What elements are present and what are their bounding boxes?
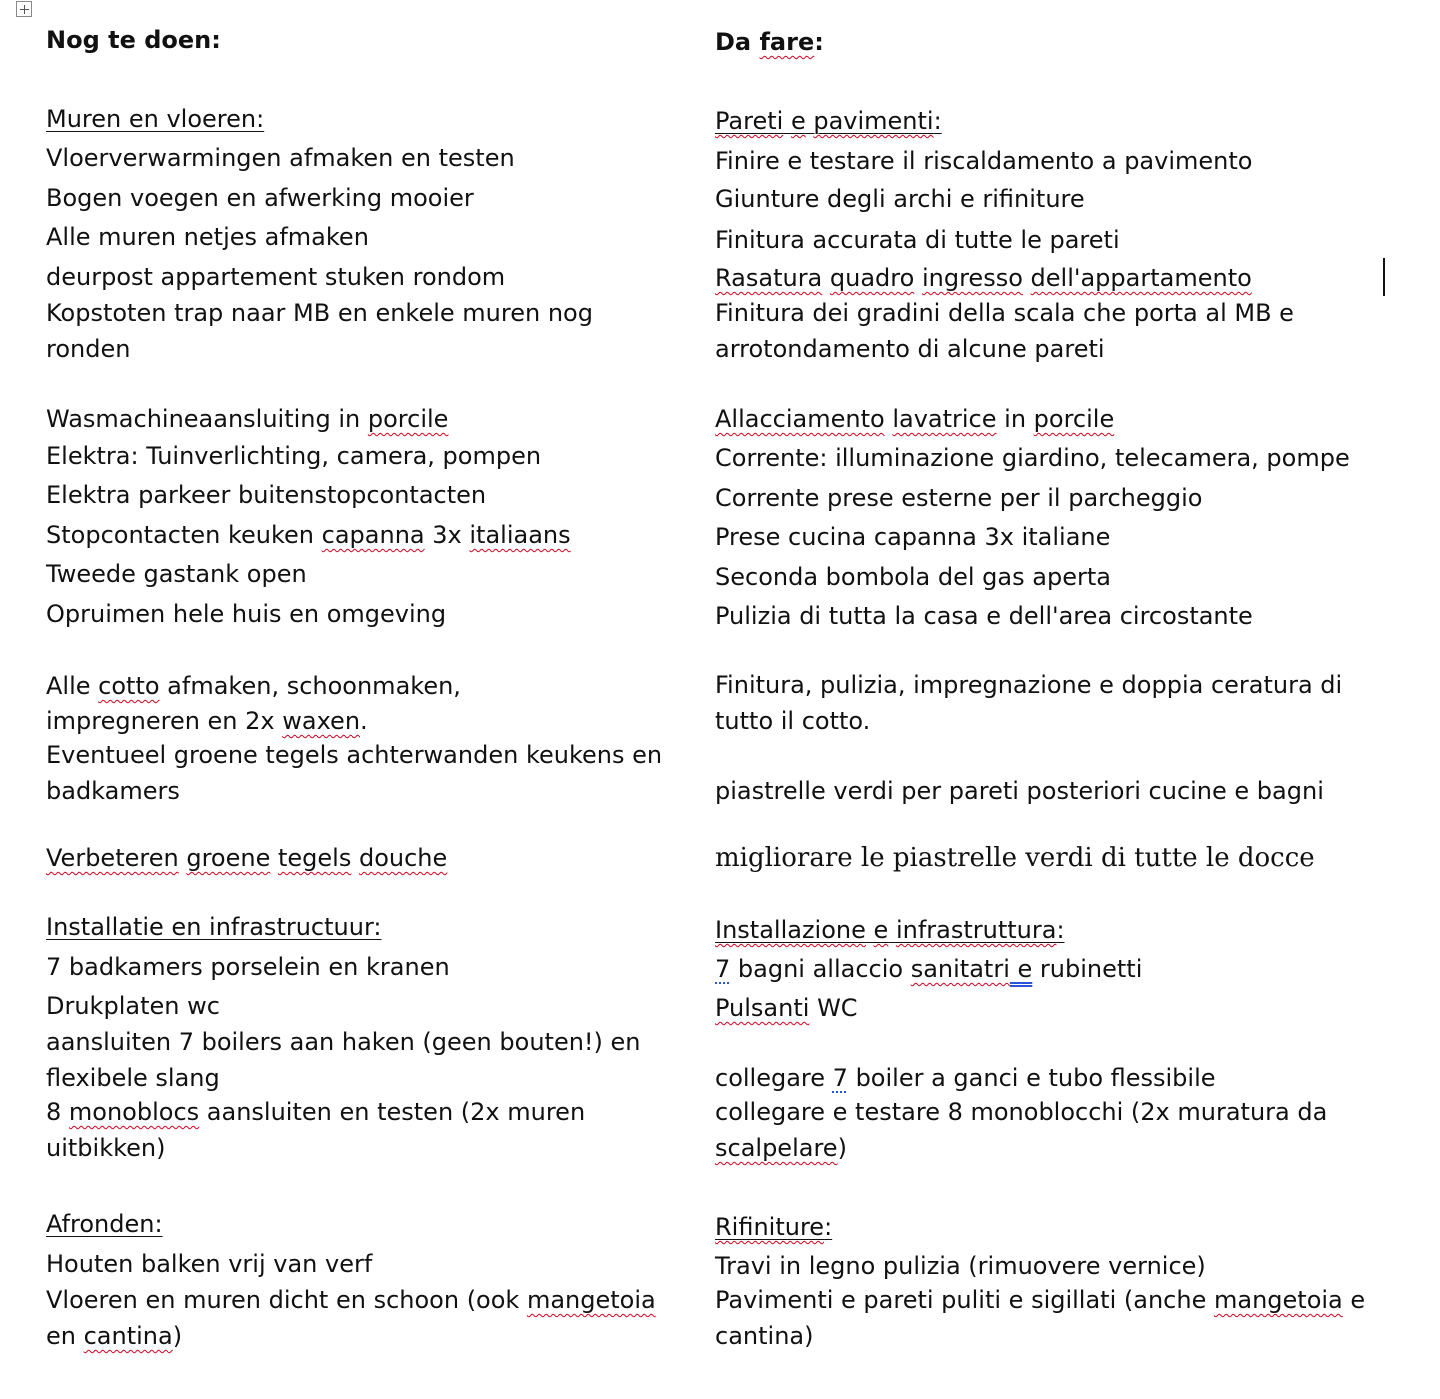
- right-install-item: collegare e testare 8 monoblocchi (2x muratura da: [715, 1098, 1328, 1126]
- right-misc-item: Corrente prese esterne per il parcheggio: [715, 484, 1203, 512]
- left-misc-item: Stopcontacten keuken capanna 3x italiaans: [46, 521, 571, 549]
- left-shower: [46, 840, 447, 876]
- spelling-flag[interactable]: Rasatura: [715, 264, 823, 292]
- right-walls-item: [715, 260, 1252, 296]
- spelling-flag[interactable]: Verbeteren: [46, 844, 179, 872]
- spelling-flag[interactable]: mangetoia: [1213, 1286, 1343, 1314]
- left-walls-item: deurpost appartement stuken rondom: [46, 263, 506, 291]
- right-misc-item: Seconda bombola del gas aperta: [715, 563, 1111, 591]
- left-walls-item: Kopstoten trap naar MB en enkele muren nog: [46, 299, 593, 327]
- right-misc-item: Pulizia di tutta la casa e dell'area circostante: [715, 602, 1253, 630]
- right-install-heading: Installazione e infrastruttura:: [715, 916, 1065, 944]
- left-walls-heading: Muren en vloeren:: [46, 105, 265, 133]
- spelling-flag[interactable]: cantina: [83, 1322, 173, 1350]
- left-misc-item: Tweede gastank open: [46, 560, 307, 588]
- left-tiles: Eventueel groene tegels achterwanden keukens en: [46, 741, 663, 769]
- spelling-flag[interactable]: Allacciamento: [715, 405, 885, 433]
- right-walls-item: Finitura dei gradini della scala che porta al MB e: [715, 299, 1294, 327]
- spelling-flag[interactable]: fare: [759, 28, 815, 56]
- grammar-flag[interactable]: 7: [715, 955, 731, 983]
- left-misc-item: Elektra parkeer buitenstopcontacten: [46, 481, 487, 509]
- left-misc-item: Opruimen hele huis en omgeving: [46, 600, 447, 628]
- left-install-item: 8 monoblocs aansluiten en testen (2x muren: [46, 1098, 586, 1126]
- left-misc-item: Elektra: Tuinverlichting, camera, pompen: [46, 442, 542, 470]
- spelling-flag[interactable]: tegels: [277, 844, 352, 872]
- left-cotto: Alle cotto afmaken, schoonmaken,: [46, 672, 461, 700]
- spelling-flag[interactable]: e: [873, 916, 889, 944]
- left-finish-item: Vloeren en muren dicht en schoon (ook mangetoia: [46, 1286, 656, 1314]
- spelling-flag[interactable]: scalpelare: [715, 1134, 838, 1162]
- spelling-flag[interactable]: groene: [186, 844, 271, 872]
- right-shower: migliorare le piastrelle verdi di tutte le docce: [715, 843, 1315, 873]
- left-tiles: badkamers: [46, 777, 180, 805]
- spelling-flag[interactable]: porcile: [367, 405, 449, 433]
- left-finish-item: en cantina): [46, 1322, 183, 1350]
- left-title: Nog te doen:: [46, 26, 221, 54]
- text-cursor: [1383, 258, 1385, 296]
- spelling-flag[interactable]: Rifiniture: [715, 1213, 825, 1241]
- table-move-handle-icon[interactable]: [16, 1, 32, 17]
- left-finish-item: Houten balken vrij van verf: [46, 1250, 373, 1278]
- right-misc-item: Prese cucina capanna 3x italiane: [715, 523, 1111, 551]
- spelling-flag[interactable]: Installazione: [715, 916, 866, 944]
- right-finish-item: cantina): [715, 1322, 814, 1350]
- left-install-item: 7 badkamers porselein en kranen: [46, 953, 450, 981]
- spelling-flag[interactable]: monoblocs: [68, 1098, 200, 1126]
- right-title: Da fare:: [715, 28, 824, 56]
- left-walls-item: Vloerverwarmingen afmaken en testen: [46, 144, 515, 172]
- grammar-flag[interactable]: 7: [832, 1064, 848, 1092]
- spelling-flag[interactable]: ingresso: [921, 264, 1023, 292]
- spelling-flag[interactable]: sanitatri: [910, 955, 1010, 983]
- spelling-flag[interactable]: douche: [358, 844, 448, 872]
- left-walls-item: Bogen voegen en afwerking mooier: [46, 184, 474, 212]
- spelling-flag[interactable]: infrastruttura: [895, 916, 1057, 944]
- right-install-item: 7 bagni allaccio sanitatri e rubinetti: [715, 955, 1143, 983]
- spelling-flag[interactable]: pavimenti: [813, 107, 934, 135]
- left-install-item: flexibele slang: [46, 1064, 220, 1092]
- right-walls-item: arrotondamento di alcune pareti: [715, 335, 1105, 363]
- right-misc-item: Allacciamento lavatrice in porcile: [715, 405, 1115, 433]
- left-install-heading: Installatie en infrastructuur:: [46, 913, 382, 941]
- spelling-flag[interactable]: mangetoia: [526, 1286, 656, 1314]
- spelling-flag[interactable]: waxen: [282, 707, 361, 735]
- spelling-flag[interactable]: Pareti: [715, 107, 784, 135]
- right-tiles: piastrelle verdi per pareti posteriori cucine e bagni: [715, 777, 1324, 805]
- right-cotto: Finitura, pulizia, impregnazione e doppia ceratura di: [715, 671, 1343, 699]
- spelling-flag[interactable]: cotto: [98, 672, 160, 700]
- right-install-item: collegare 7 boiler a ganci e tubo flessibile: [715, 1064, 1216, 1092]
- right-finish-heading: Rifiniture:: [715, 1213, 833, 1241]
- spelling-flag[interactable]: dell'appartamento: [1030, 264, 1252, 292]
- right-finish-item: Pavimenti e pareti puliti e sigillati (anche mangetoia e: [715, 1286, 1366, 1314]
- left-install-item: aansluiten 7 boilers aan haken (geen bouten!) en: [46, 1028, 641, 1056]
- right-walls-heading: Pareti e pavimenti:: [715, 107, 942, 135]
- right-install-item: Pulsanti WC: [715, 994, 858, 1022]
- left-walls-item: Alle muren netjes afmaken: [46, 223, 369, 251]
- left-finish-heading: Afronden:: [46, 1210, 163, 1238]
- spelling-flag[interactable]: lavatrice: [892, 405, 997, 433]
- left-misc-item: Wasmachineaansluiting in porcile: [46, 405, 449, 433]
- spelling-flag[interactable]: porcile: [1033, 405, 1115, 433]
- spelling-flag[interactable]: quadro: [829, 264, 915, 292]
- grammar-flag[interactable]: e: [1009, 955, 1033, 983]
- spelling-flag[interactable]: italiaans: [469, 521, 571, 549]
- right-cotto: tutto il cotto.: [715, 707, 871, 735]
- left-walls-item: ronden: [46, 335, 131, 363]
- left-install-item: Drukplaten wc: [46, 992, 220, 1020]
- spelling-flag[interactable]: Pulsanti: [715, 994, 810, 1022]
- right-walls-item: Giunture degli archi e rifiniture: [715, 185, 1085, 213]
- right-walls-item: Finire e testare il riscaldamento a pavimento: [715, 147, 1253, 175]
- right-misc-item: Corrente: illuminazione giardino, telecamera, pompe: [715, 444, 1350, 472]
- left-cotto: impregneren en 2x waxen.: [46, 707, 368, 735]
- left-install-item: uitbikken): [46, 1134, 166, 1162]
- right-finish-item: Travi in legno pulizia (rimuovere vernice): [715, 1252, 1206, 1280]
- spelling-flag[interactable]: capanna: [321, 521, 425, 549]
- spelling-flag[interactable]: e: [790, 107, 806, 135]
- right-walls-item: Finitura accurata di tutte le pareti: [715, 226, 1120, 254]
- right-install-item: scalpelare): [715, 1134, 847, 1162]
